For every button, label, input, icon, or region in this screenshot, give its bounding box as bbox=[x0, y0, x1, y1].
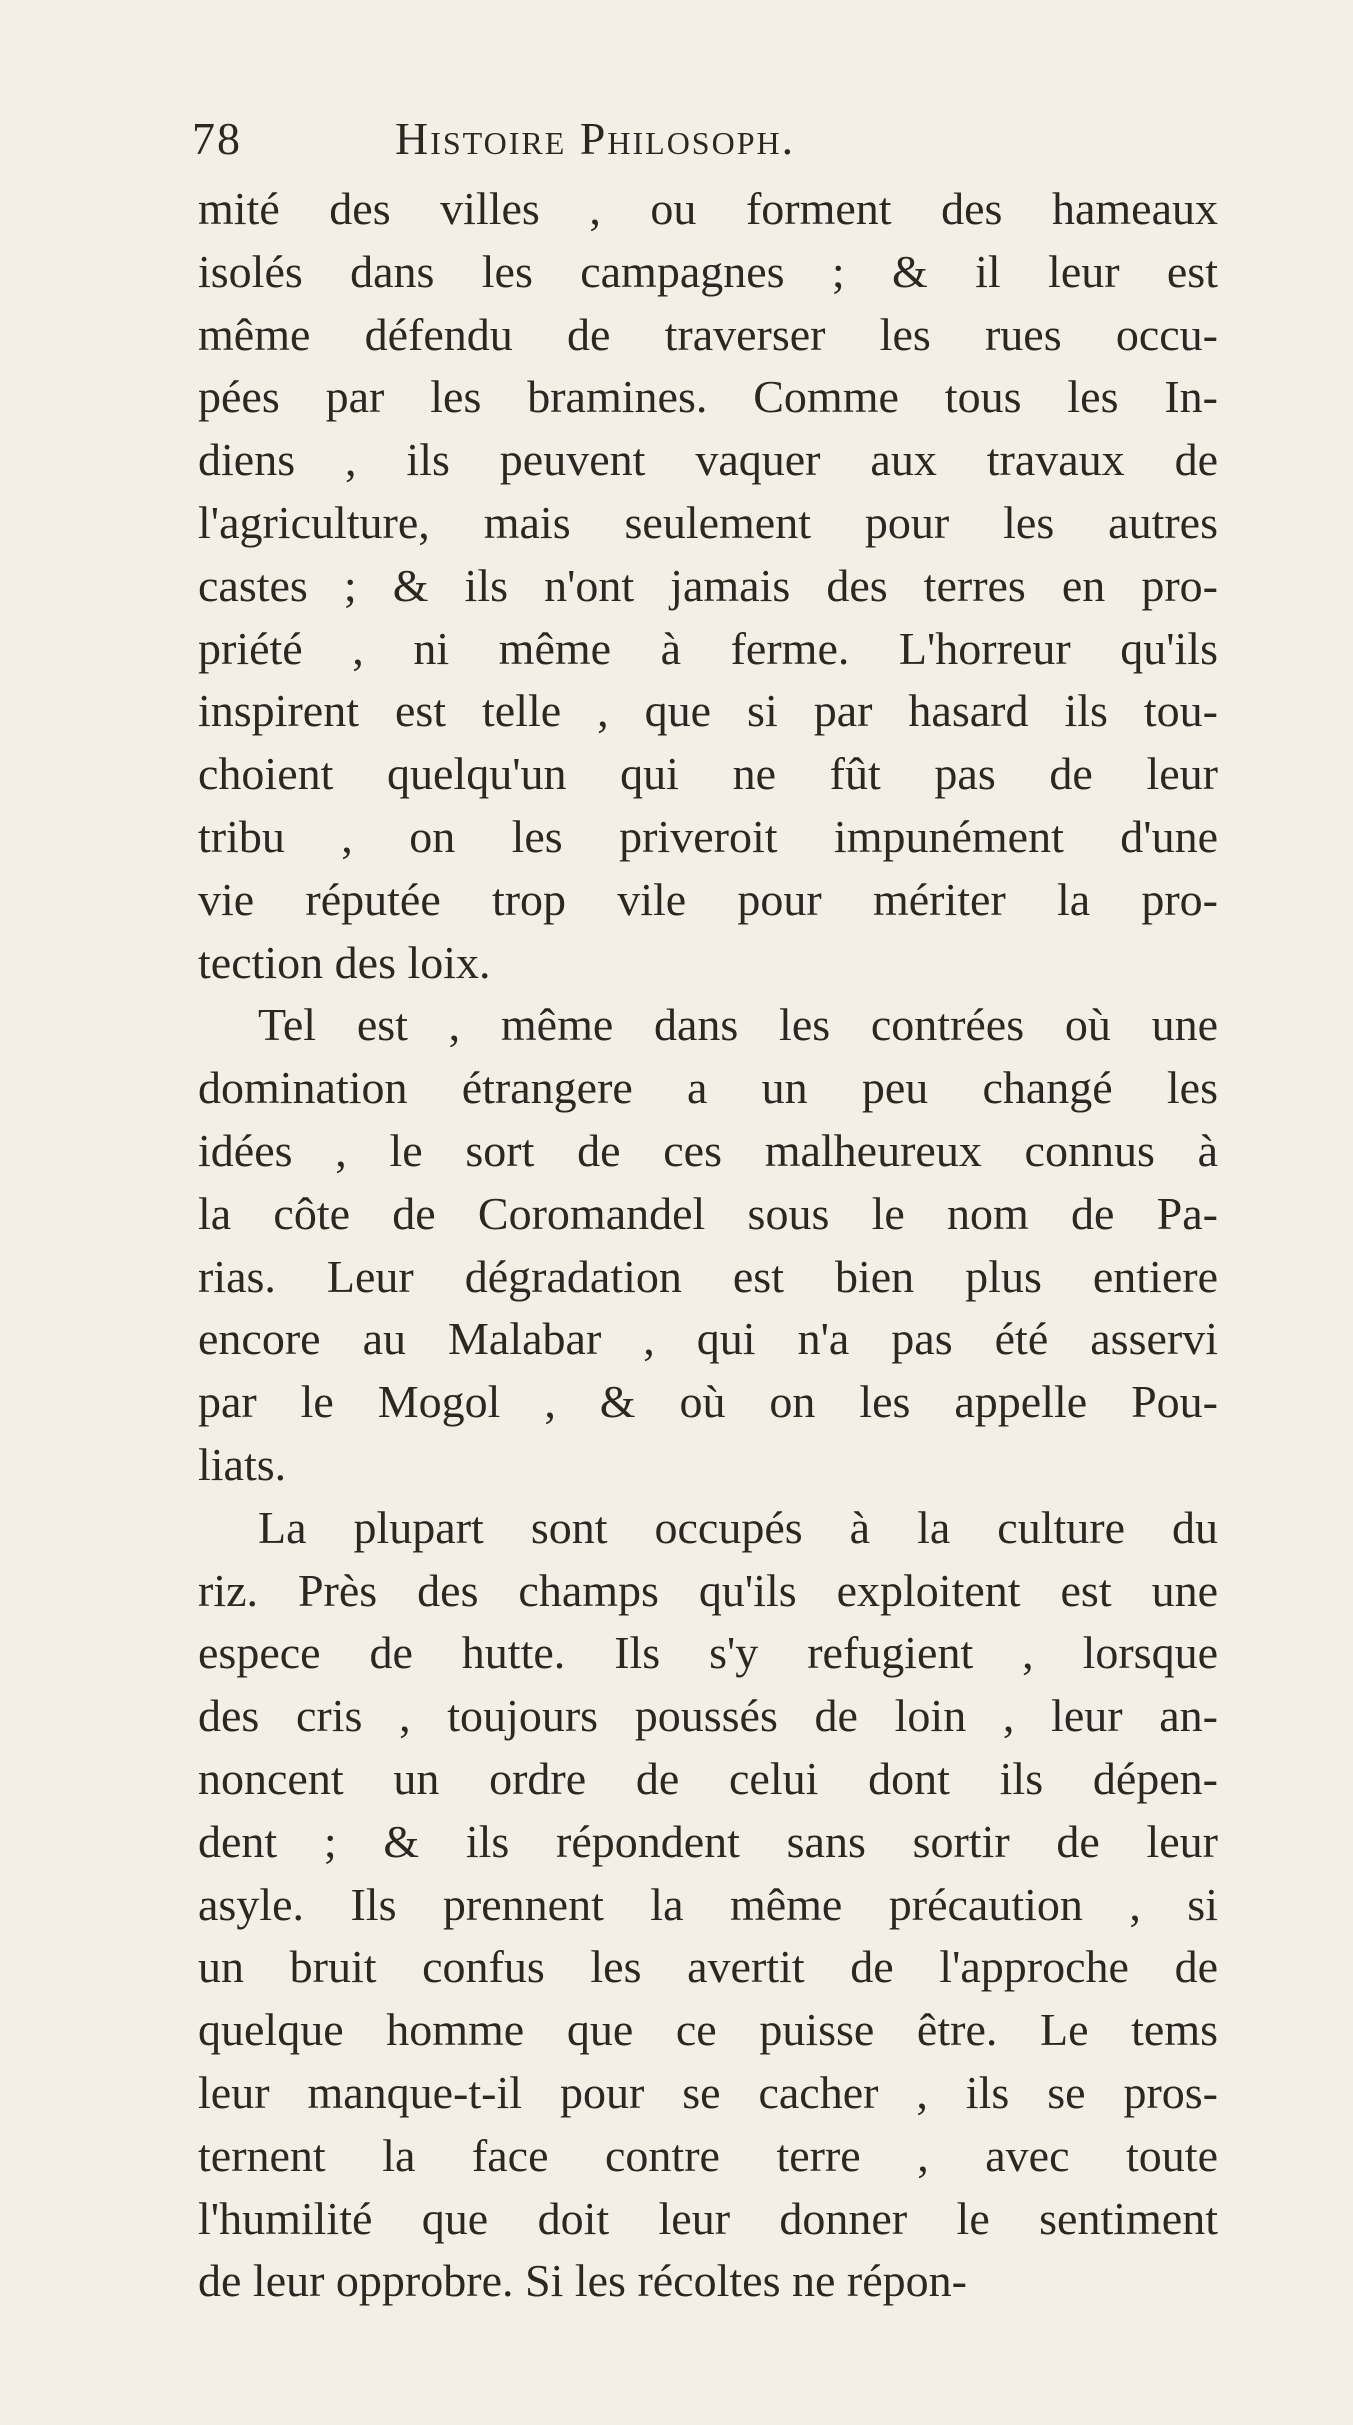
text-line: choient quelqu'un qui ne fût pas de leur bbox=[198, 748, 1218, 800]
text-line: quelque homme que ce puisse être. Le tems bbox=[198, 2004, 1218, 2056]
text-line: dent ; & ils répondent sans sortir de leur bbox=[198, 1815, 1218, 1867]
text-line: espece de hutte. Ils s'y refugient , lorsque bbox=[198, 1627, 1218, 1679]
text-line: liats. bbox=[198, 1438, 287, 1490]
text-line: Tel est , même dans les contrées où une bbox=[258, 999, 1218, 1051]
text-line: isolés dans les campagnes ; & il leur est bbox=[198, 245, 1218, 297]
text-line: asyle. Ils prennent la même précaution , si bbox=[198, 1878, 1218, 1930]
text-line: rias. Leur dégradation est bien plus entiere bbox=[198, 1250, 1218, 1302]
body-text bbox=[198, 178, 1218, 2313]
paragraph bbox=[198, 994, 1218, 1496]
paragraph bbox=[198, 1497, 1218, 2313]
text-line: encore au Malabar , qui n'a pas été asservi bbox=[198, 1313, 1218, 1365]
text-line: castes ; & ils n'ont jamais des terres en pro- bbox=[198, 559, 1218, 611]
text-line: tribu , on les priveroit impunément d'une bbox=[198, 810, 1218, 862]
text-line: de leur opprobre. Si les récoltes ne répon- bbox=[198, 2255, 967, 2307]
text-line: leur manque-t-il pour se cacher , ils se pros- bbox=[198, 2066, 1218, 2118]
text-line: priété , ni même à ferme. L'horreur qu'ils bbox=[198, 622, 1218, 674]
text-line: l'agriculture, mais seulement pour les autres bbox=[198, 496, 1218, 548]
paragraph bbox=[198, 178, 1218, 994]
page-header bbox=[192, 112, 1032, 182]
text-line: riz. Près des champs qu'ils exploitent est une bbox=[198, 1564, 1218, 1616]
text-line: idées , le sort de ces malheureux connus à bbox=[198, 1124, 1218, 1176]
page-number: 78 bbox=[192, 113, 242, 164]
text-line: La plupart sont occupés à la culture du bbox=[258, 1501, 1218, 1553]
text-line: la côte de Coromandel sous le nom de Pa- bbox=[198, 1187, 1218, 1239]
text-line: noncent un ordre de celui dont ils dépen- bbox=[198, 1752, 1218, 1804]
text-line: vie réputée trop vile pour mériter la pro- bbox=[198, 873, 1218, 925]
text-line: un bruit confus les avertit de l'approche de bbox=[198, 1941, 1218, 1993]
text-line: des cris , toujours poussés de loin , leur an- bbox=[198, 1690, 1218, 1742]
text-line: mité des villes , ou forment des hameaux bbox=[198, 183, 1218, 234]
text-line: domination étrangere a un peu changé les bbox=[198, 1062, 1218, 1114]
text-line: par le Mogol , & où on les appelle Pou- bbox=[198, 1376, 1218, 1428]
text-line: pées par les bramines. Comme tous les In- bbox=[198, 371, 1218, 423]
text-line: l'humilité que doit leur donner le sentiment bbox=[198, 2192, 1218, 2244]
text-line: inspirent est telle , que si par hasard ils tou- bbox=[198, 685, 1218, 737]
text-line: ternent la face contre terre , avec toute bbox=[198, 2129, 1218, 2181]
text-line: même défendu de traverser les rues occu- bbox=[198, 308, 1218, 360]
text-line: diens , ils peuvent vaquer aux travaux de bbox=[198, 434, 1218, 486]
running-title: Histoire Philosoph. bbox=[395, 113, 796, 164]
text-line: tection des loix. bbox=[198, 936, 491, 988]
